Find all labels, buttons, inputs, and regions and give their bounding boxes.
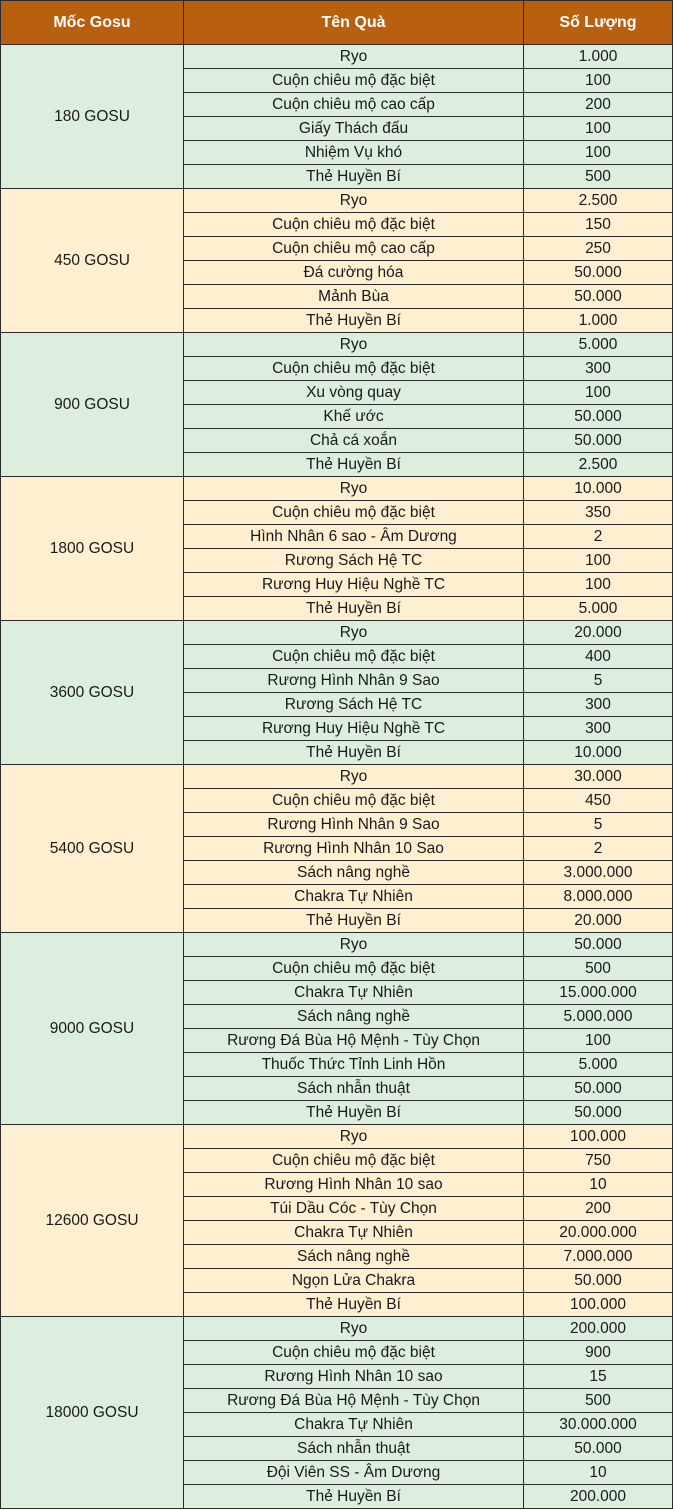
item-quantity: 100 (524, 141, 673, 165)
item-quantity: 450 (524, 789, 673, 813)
item-quantity: 10.000 (524, 741, 673, 765)
item-name: Đá cường hóa (184, 261, 524, 285)
item-name: Rương Hình Nhân 10 sao (184, 1365, 524, 1389)
item-quantity: 50.000 (524, 285, 673, 309)
item-quantity: 8.000.000 (524, 885, 673, 909)
item-name: Rương Hình Nhân 9 Sao (184, 813, 524, 837)
item-quantity: 2 (524, 525, 673, 549)
item-name: Thẻ Huyền Bí (184, 909, 524, 933)
item-quantity: 10.000 (524, 477, 673, 501)
item-quantity: 5 (524, 813, 673, 837)
item-quantity: 50.000 (524, 1101, 673, 1125)
table-row (1, 765, 673, 789)
item-name: Khế ước (184, 405, 524, 429)
item-name: Giấy Thách đấu (184, 117, 524, 141)
item-name: Ryo (184, 477, 524, 501)
item-quantity: 50.000 (524, 933, 673, 957)
item-name: Ryo (184, 621, 524, 645)
item-name: Cuộn chiêu mộ đặc biệt (184, 357, 524, 381)
item-quantity: 10 (524, 1173, 673, 1197)
item-quantity: 100 (524, 549, 673, 573)
item-name: Ryo (184, 189, 524, 213)
item-name: Túi Dầu Cóc - Tùy Chọn (184, 1197, 524, 1221)
item-quantity: 250 (524, 237, 673, 261)
item-quantity: 50.000 (524, 261, 673, 285)
table-row (1, 1125, 673, 1149)
item-quantity: 400 (524, 645, 673, 669)
item-name: Rương Huy Hiệu Nghề TC (184, 573, 524, 597)
item-name: Rương Hình Nhân 10 Sao (184, 837, 524, 861)
item-quantity: 500 (524, 1389, 673, 1413)
item-quantity: 5.000 (524, 597, 673, 621)
tier-label: 180 GOSU (1, 45, 184, 189)
item-quantity: 20.000 (524, 621, 673, 645)
tier-label: 900 GOSU (1, 333, 184, 477)
item-quantity: 5 (524, 669, 673, 693)
item-quantity: 500 (524, 957, 673, 981)
item-name: Cuộn chiêu mộ đặc biệt (184, 645, 524, 669)
item-quantity: 150 (524, 213, 673, 237)
item-quantity: 50.000 (524, 429, 673, 453)
item-name: Cuộn chiêu mộ đặc biệt (184, 957, 524, 981)
item-quantity: 5.000 (524, 333, 673, 357)
item-quantity: 15.000.000 (524, 981, 673, 1005)
item-name: Rương Đá Bùa Hộ Mệnh - Tùy Chọn (184, 1389, 524, 1413)
tier-label: 12600 GOSU (1, 1125, 184, 1317)
item-quantity: 750 (524, 1149, 673, 1173)
item-quantity: 100 (524, 573, 673, 597)
tier-label: 1800 GOSU (1, 477, 184, 621)
item-quantity: 50.000 (524, 1269, 673, 1293)
item-quantity: 100.000 (524, 1293, 673, 1317)
item-quantity: 2.500 (524, 453, 673, 477)
item-name: Chakra Tự Nhiên (184, 1221, 524, 1245)
item-name: Thẻ Huyền Bí (184, 165, 524, 189)
item-name: Thẻ Huyền Bí (184, 1485, 524, 1509)
item-name: Rương Huy Hiệu Nghề TC (184, 717, 524, 741)
item-name: Rương Đá Bùa Hộ Mệnh - Tùy Chọn (184, 1029, 524, 1053)
item-name: Rương Sách Hệ TC (184, 549, 524, 573)
item-name: Thẻ Huyền Bí (184, 453, 524, 477)
table-header (1, 1, 673, 45)
item-quantity: 900 (524, 1341, 673, 1365)
item-name: Ngọn Lửa Chakra (184, 1269, 524, 1293)
item-name: Cuộn chiêu mộ cao cấp (184, 93, 524, 117)
item-quantity: 200.000 (524, 1317, 673, 1341)
tier-label: 18000 GOSU (1, 1317, 184, 1509)
item-quantity: 20.000.000 (524, 1221, 673, 1245)
table-row (1, 189, 673, 213)
item-quantity: 200 (524, 1197, 673, 1221)
item-quantity: 300 (524, 693, 673, 717)
item-name: Thẻ Huyền Bí (184, 1293, 524, 1317)
item-name: Xu vòng quay (184, 381, 524, 405)
table-row (1, 333, 673, 357)
tier-label: 9000 GOSU (1, 933, 184, 1125)
item-quantity: 200.000 (524, 1485, 673, 1509)
table-row (1, 621, 673, 645)
item-name: Chakra Tự Nhiên (184, 885, 524, 909)
item-name: Mảnh Bùa (184, 285, 524, 309)
item-name: Ryo (184, 1125, 524, 1149)
item-name: Ryo (184, 1317, 524, 1341)
item-quantity: 100 (524, 381, 673, 405)
item-quantity: 30.000 (524, 765, 673, 789)
item-quantity: 50.000 (524, 405, 673, 429)
item-name: Nhiệm Vụ khó (184, 141, 524, 165)
item-quantity: 30.000.000 (524, 1413, 673, 1437)
table-row (1, 933, 673, 957)
item-name: Cuộn chiêu mộ cao cấp (184, 237, 524, 261)
item-name: Rương Hình Nhân 9 Sao (184, 669, 524, 693)
item-name: Đội Viên SS - Âm Dương (184, 1461, 524, 1485)
item-quantity: 5.000 (524, 1053, 673, 1077)
item-quantity: 20.000 (524, 909, 673, 933)
tier-label: 450 GOSU (1, 189, 184, 333)
item-quantity: 3.000.000 (524, 861, 673, 885)
table-row (1, 477, 673, 501)
header-tier: Mốc Gosu (1, 1, 184, 45)
item-name: Thẻ Huyền Bí (184, 597, 524, 621)
item-quantity: 2 (524, 837, 673, 861)
item-name: Ryo (184, 333, 524, 357)
table-row (1, 45, 673, 69)
item-quantity: 50.000 (524, 1077, 673, 1101)
item-quantity: 100.000 (524, 1125, 673, 1149)
item-name: Sách nâng nghề (184, 861, 524, 885)
item-name: Thuốc Thức Tỉnh Linh Hồn (184, 1053, 524, 1077)
item-name: Rương Sách Hệ TC (184, 693, 524, 717)
table-body (1, 45, 673, 1509)
item-quantity: 7.000.000 (524, 1245, 673, 1269)
item-name: Chakra Tự Nhiên (184, 1413, 524, 1437)
item-quantity: 1.000 (524, 45, 673, 69)
item-quantity: 200 (524, 93, 673, 117)
item-quantity: 500 (524, 165, 673, 189)
item-name: Cuộn chiêu mộ đặc biệt (184, 501, 524, 525)
item-quantity: 10 (524, 1461, 673, 1485)
item-quantity: 5.000.000 (524, 1005, 673, 1029)
item-name: Sách nâng nghề (184, 1245, 524, 1269)
item-name: Cuộn chiêu mộ đặc biệt (184, 1149, 524, 1173)
item-name: Thẻ Huyền Bí (184, 309, 524, 333)
item-quantity: 100 (524, 69, 673, 93)
item-name: Cuộn chiêu mộ đặc biệt (184, 213, 524, 237)
item-quantity: 100 (524, 1029, 673, 1053)
item-quantity: 50.000 (524, 1437, 673, 1461)
item-name: Ryo (184, 765, 524, 789)
item-name: Chả cá xoắn (184, 429, 524, 453)
item-name: Ryo (184, 933, 524, 957)
item-name: Cuộn chiêu mộ đặc biệt (184, 789, 524, 813)
item-quantity: 300 (524, 357, 673, 381)
item-name: Thẻ Huyền Bí (184, 1101, 524, 1125)
item-name: Cuộn chiêu mộ đặc biệt (184, 1341, 524, 1365)
header-item: Tên Quà (184, 1, 524, 45)
header-qty: Số Lượng (524, 1, 673, 45)
item-name: Sách nâng nghề (184, 1005, 524, 1029)
item-name: Chakra Tự Nhiên (184, 981, 524, 1005)
item-quantity: 15 (524, 1365, 673, 1389)
item-name: Sách nhẫn thuật (184, 1077, 524, 1101)
item-quantity: 350 (524, 501, 673, 525)
item-quantity: 100 (524, 117, 673, 141)
item-quantity: 1.000 (524, 309, 673, 333)
tier-label: 3600 GOSU (1, 621, 184, 765)
table-row (1, 1317, 673, 1341)
item-name: Cuộn chiêu mộ đặc biệt (184, 69, 524, 93)
item-quantity: 300 (524, 717, 673, 741)
item-name: Sách nhẫn thuật (184, 1437, 524, 1461)
item-quantity: 2.500 (524, 189, 673, 213)
item-name: Ryo (184, 45, 524, 69)
item-name: Rương Hình Nhân 10 sao (184, 1173, 524, 1197)
header-row (1, 1, 673, 45)
item-name: Thẻ Huyền Bí (184, 741, 524, 765)
tier-label: 5400 GOSU (1, 765, 184, 933)
item-name: Hình Nhân 6 sao - Âm Dương (184, 525, 524, 549)
